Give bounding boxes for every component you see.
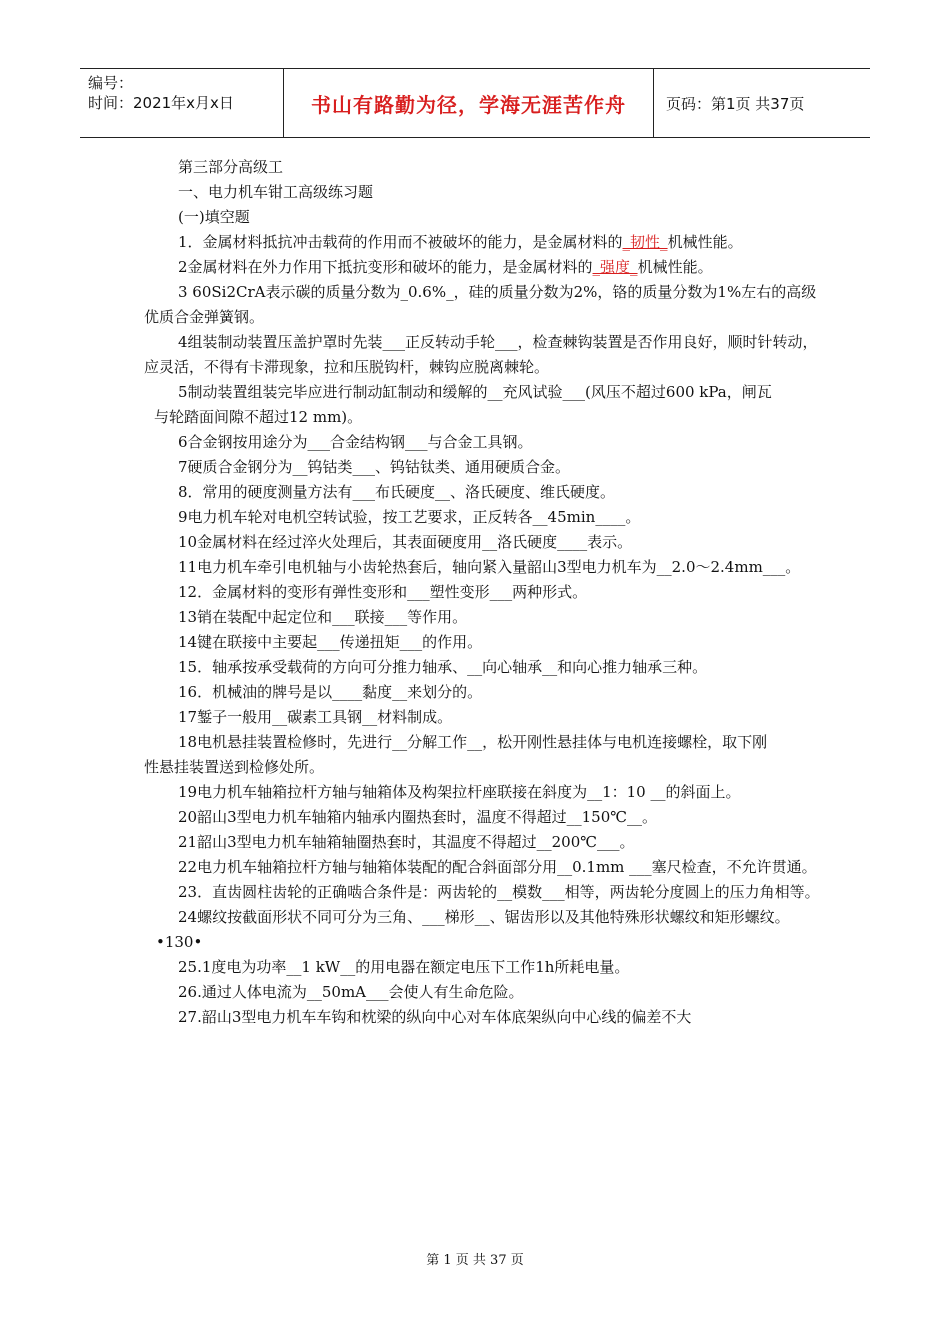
question-1 — [144, 230, 824, 255]
question-2-answer: _强度_ — [592, 258, 638, 276]
question-13: 13销在装配中起定位和___联接___等作用。 — [178, 608, 468, 626]
question-1-tail: 机械性能。 — [667, 233, 743, 251]
page-footer: 第 1 页 共 37 页 — [426, 1253, 524, 1268]
question-6: 6合金钢按用途分为___合金结构钢___与合金工具钢。 — [178, 433, 533, 451]
question-26: 26.通过人体电流为__50mA___会使人有生命危险。 — [178, 983, 524, 1001]
question-1-answer: _韧性_ — [622, 233, 668, 251]
subsection-title: (一)填空题 — [178, 208, 250, 226]
question-2-text: 2金属材料在外力作用下抵抗变形和破坏的能力，是金属材料的 — [178, 258, 593, 276]
question-12: 12．金属材料的变形有弹性变形和___塑性变形___两种形式。 — [178, 583, 588, 601]
header-meta — [80, 69, 284, 137]
date-label: 时间：2021年x月x日 — [88, 94, 234, 112]
question-2-tail: 机械性能。 — [637, 258, 713, 276]
page-info: 页码：第1页 共37页 — [666, 94, 805, 113]
part-title: 第三部分高级工 — [178, 158, 284, 176]
question-15: 15．轴承按承受载荷的方向可分推力轴承、__向心轴承__和向心推力轴承三种。 — [178, 658, 708, 676]
question-22: 22电力机车轴箱拉杆方轴与轴箱体装配的配合斜面部分用__0.1mm ___塞尺检查，不允许贯通。 — [178, 858, 817, 876]
page-mark: •130• — [156, 933, 203, 951]
question-17: 17錾子一般用__碳素工具钢__材料制成。 — [178, 708, 453, 726]
question-5: 5制动装置组装完毕应进行制动缸制动和缓解的__充风试验___(风压不超过600 kPa，闸瓦 — [178, 383, 772, 401]
question-20: 20韶山3型电力机车轴箱内轴承内圈热套时，温度不得超过__150℃__。 — [178, 808, 658, 826]
section-title: 一、电力机车钳工高级练习题 — [178, 183, 374, 201]
question-9: 9电力机车轮对电机空转试验，按工艺要求，正反转各__45min____。 — [178, 508, 641, 526]
question-14: 14键在联接中主要起___传递扭矩___的作用。 — [178, 633, 483, 651]
question-5-continuation: 与轮踏面间隙不超过12 mm)。 — [154, 408, 363, 426]
question-21: 21韶山3型电力机车轴箱轴圈热套时，其温度不得超过__200℃___。 — [178, 833, 635, 851]
question-11: 11电力机车牵引电机轴与小齿轮热套后，轴向紧入量韶山3型电力机车为__2.0～2.4mm___。 — [178, 558, 801, 576]
question-18: 18电机悬挂装置检修时，先进行__分解工作__，松开刚性悬挂体与电机连接螺栓，取下刚 — [178, 733, 768, 751]
question-2 — [144, 255, 824, 280]
question-23: 23．直齿圆柱齿轮的正确啮合条件是：两齿轮的__模数___相等，两齿轮分度圆上的压力角相等。 — [178, 883, 820, 901]
motto-text: 书山有路勤为径，学海无涯苦作舟 — [311, 92, 626, 117]
question-4: 4组装制动装置压盖护罩时先装___正反转动手轮___，检查棘钩装置是否作用良好，顺时针转动，应灵活，不得有卡滞现象，拉和压脱钩杆，棘钩应脱离棘轮。 — [144, 333, 818, 376]
question-18-continuation: 性悬挂装置送到检修处所。 — [144, 758, 325, 776]
question-3: 3 60Si2CrA表示碳的质量分数为_0.6%_，硅的质量分数为2%，铬的质量分数为1%左右的高级优质合金弹簧钢。 — [144, 283, 817, 326]
question-7: 7硬质合金钢分为__钨钴类___、钨钴钛类、通用硬质合金。 — [178, 458, 571, 476]
number-label: 编号： — [88, 74, 134, 92]
document-header — [80, 68, 870, 138]
question-24: 24螺纹按截面形状不同可分为三角、___梯形__、锯齿形以及其他特殊形状螺纹和矩形螺纹。 — [178, 908, 790, 926]
question-27: 27.韶山3型电力机车车钩和枕梁的纵向中心对车体底架纵向中心线的偏差不大 — [178, 1008, 692, 1026]
question-25: 25.1度电为功率__1 kW__的用电器在额定电压下工作1h所耗电量。 — [178, 958, 630, 976]
header-page-cell — [654, 69, 870, 137]
question-19: 19电力机车轴箱拉杆方轴与轴箱体及构架拉杆座联接在斜度为__1：10 __的斜面上。 — [178, 783, 741, 801]
question-16: 16．机械油的牌号是以____黏度__来划分的。 — [178, 683, 483, 701]
document-body — [144, 155, 824, 1030]
question-1-text: 1．金属材料抵抗冲击载荷的作用而不被破坏的能力，是金属材料的 — [178, 233, 623, 251]
header-motto-cell — [284, 69, 654, 137]
question-10: 10金属材料在经过淬火处理后，其表面硬度用__洛氏硬度____表示。 — [178, 533, 633, 551]
question-8: 8．常用的硬度测量方法有___布氏硬度__、洛氏硬度、维氏硬度。 — [178, 483, 616, 501]
